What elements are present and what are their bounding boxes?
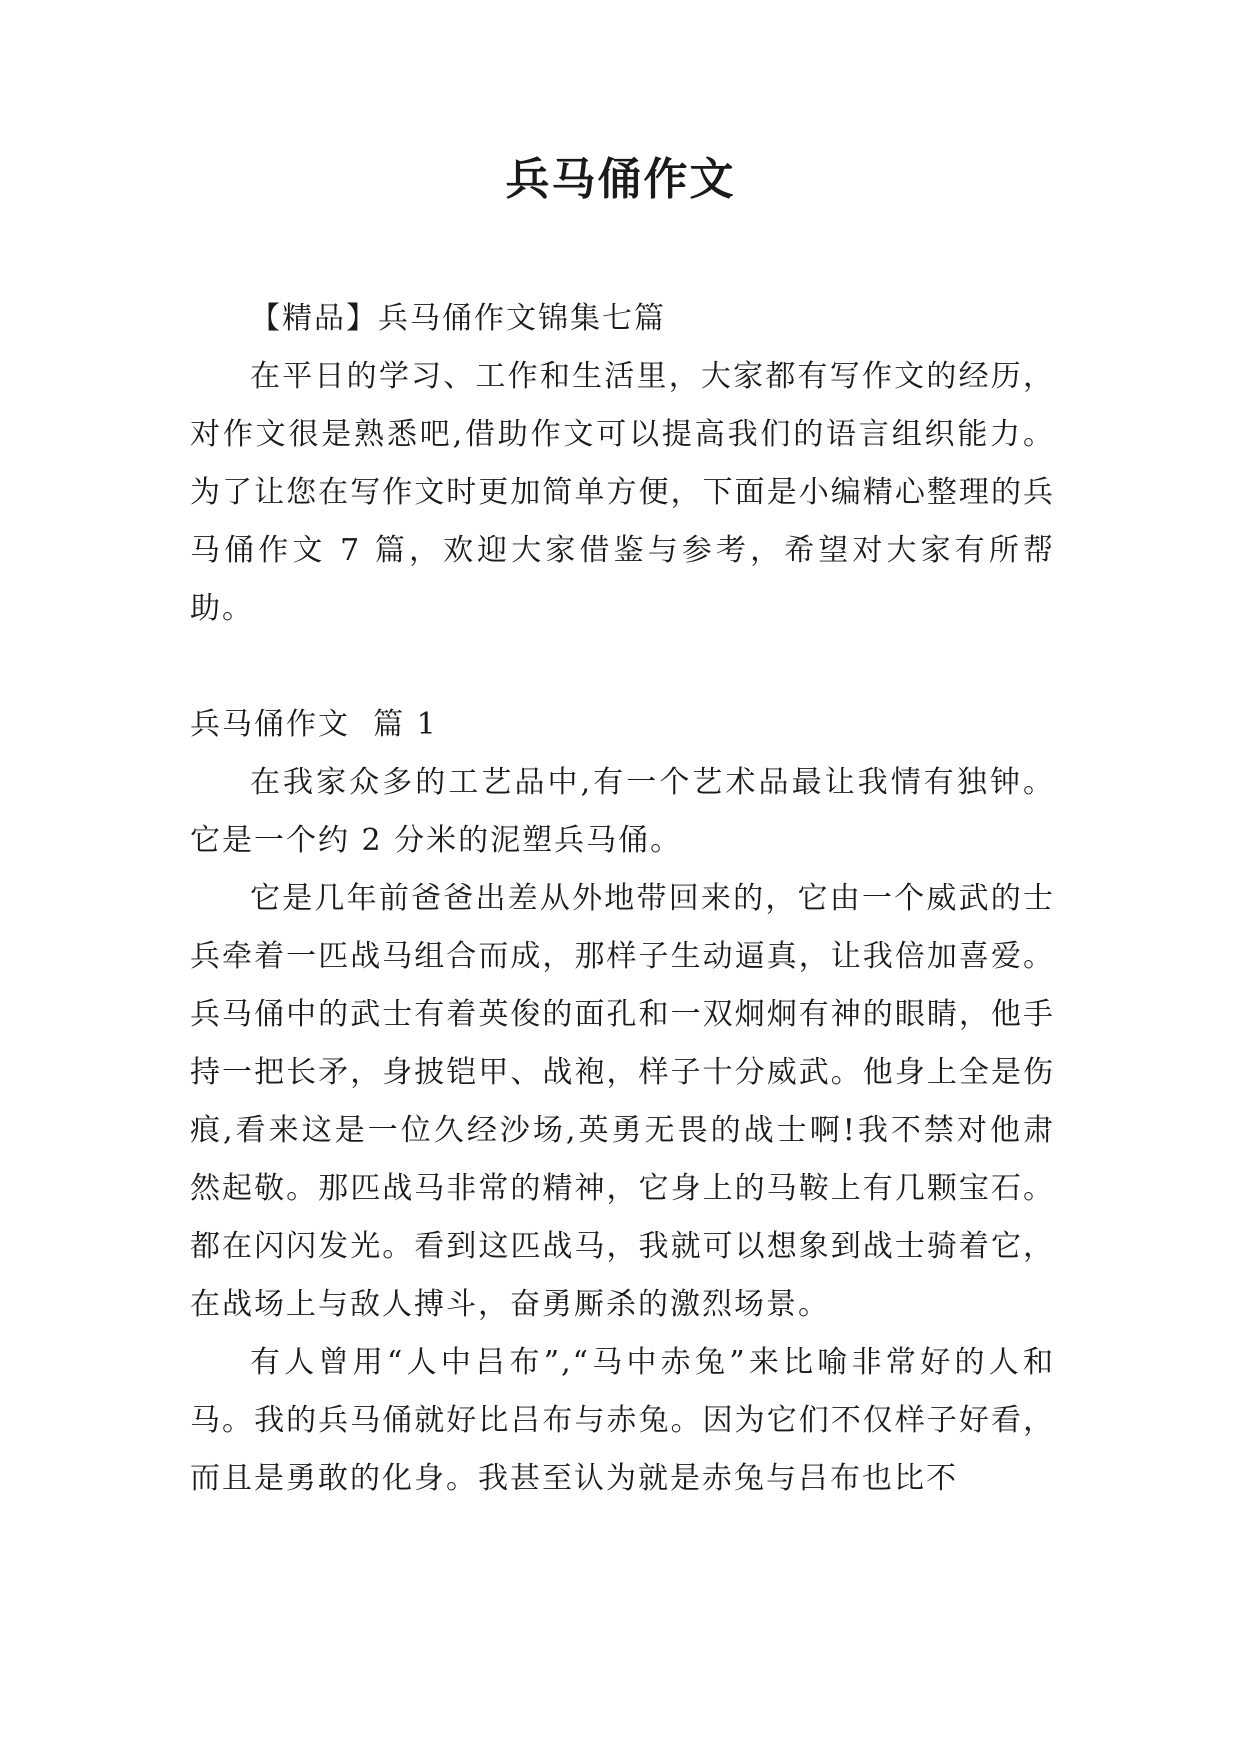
intro-paragraph: 在平日的学习、工作和生活里，大家都有写作文的经历，对作文很是熟悉吧,借助作文可以提高我们的语言组织能力。为了让您在写作文时更加简单方便，下面是小编精心整理的兵马俑作文 7 篇，欢迎大家借鉴与参考，希望对大家有所帮助。 [190,359,1055,626]
section-spacer [190,638,1055,696]
body-paragraph: 在我家众多的工艺品中,有一个艺术品最让我情有独钟。它是一个约 2 分米的泥塑兵马俑。 [190,765,1055,858]
section-heading: 兵马俑作文 篇 1 [190,707,438,742]
document-title: 兵马俑作文 [505,154,736,205]
body-paragraph: 有人曾用“人中吕布”,“马中赤兔”来比喻非常好的人和马。我的兵马俑就好比吕布与赤兔。因为它们不仅样子好看，而且是勇敢的化身。我甚至认为就是赤兔与吕布也比不 [190,1345,1055,1496]
body-paragraph: 它是几年前爸爸出差从外地带回来的，它由一个威武的士兵牵着一匹战马组合而成，那样子生动逼真，让我倍加喜爱。 兵马俑中的武士有着英俊的面孔和一双炯炯有神的眼睛，他手持一把长矛，身披铠甲、战袍，样子十分威武。他身上全是伤痕,看来这是一位久经沙场,英勇无畏的战士啊!我不禁对他肃然起敬。那匹战马非常的精神，它身上的马鞍上有几颗宝石。都在闪闪发光。看到这匹战马，我就可以想象到战士骑着它，在战场上与敌人搏斗，奋勇厮杀的激烈场景。 [190,881,1055,1322]
document-body [190,290,1055,1508]
document-subtitle: 【精品】兵马俑作文锦集七篇 [250,301,666,336]
